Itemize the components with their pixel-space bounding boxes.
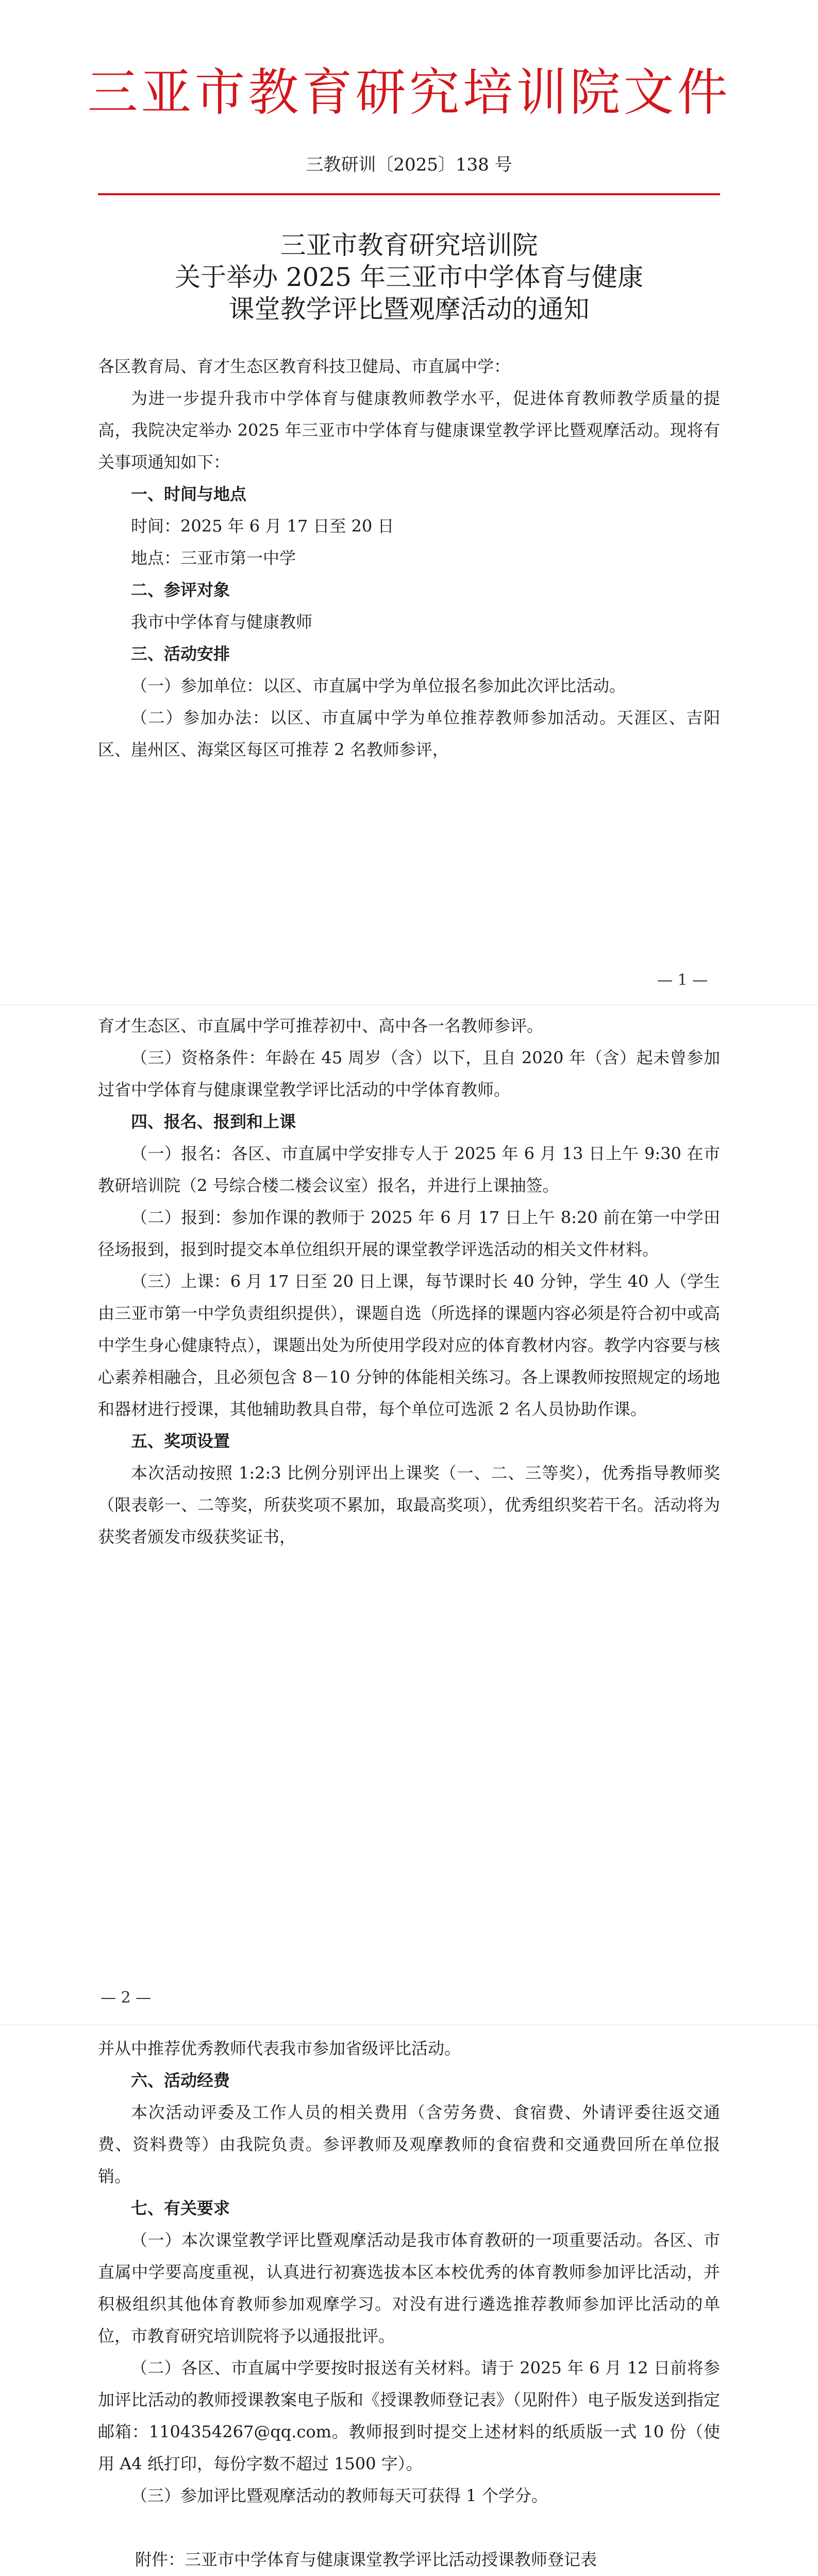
doc-header-title: 三亚市教育研究培训院文件 bbox=[87, 63, 731, 122]
section2-heading: 二、参评对象 bbox=[131, 580, 230, 600]
section1-time: 时间：2025 年 6 月 17 日至 20 日 bbox=[131, 516, 394, 536]
section5-heading: 五、奖项设置 bbox=[131, 1431, 230, 1451]
intro-paragraph: 为进一步提升我市中学体育与健康教师教学水平，促进体育教师教学质量的提高，我院决定举办 2025 年三亚市中学体育与健康课堂教学评比暨观摩活动。现将有关事项通知如下： bbox=[98, 388, 720, 472]
section3-para2: （二）参加办法：以区、市直属中学为单位推荐教师参加活动。天涯区、吉阳区、崖州区、海棠区每区可推荐 2 名教师参评， bbox=[98, 708, 720, 759]
attachment-line: 附件：三亚市中学体育与健康课堂教学评比活动授课教师登记表 bbox=[135, 2550, 597, 2569]
salutation: 各区教育局、育才生态区教育科技卫健局、市直属中学： bbox=[98, 357, 511, 376]
section1-heading: 一、时间与地点 bbox=[131, 484, 247, 504]
section4-heading: 四、报名、报到和上课 bbox=[131, 1112, 296, 1131]
section6-para1: 本次活动评委及工作人员的相关费用（含劳务费、食宿费、外请评委往返交通费、资料费等）由我院负责。参评教师及观摩教师的食宿费和交通费回所在单位报销。 bbox=[98, 2103, 720, 2186]
section3-para1: （一）参加单位：以区、市直属中学为单位报名参加此次评比活动。 bbox=[131, 676, 626, 696]
notice-title-line1: 三亚市教育研究培训院 bbox=[280, 230, 538, 260]
section7-para2: （二）各区、市直属中学要按时报送有关材料。请于 2025 年 6 月 12 日前将参加评比活动的教师授课教案电子版和《授课教师登记表》（见附件）电子版发送到指定邮箱：1104354267@qq.com。教师报到时提交上述材料的纸质版一式 10 份（使用 A4 纸打印，每份字数不超过 1500 字）。 bbox=[98, 2358, 720, 2473]
section3-para2-cont: 育才生态区、市直属中学可推荐初中、高中各一名教师参评。 bbox=[98, 1016, 544, 1036]
section2-text: 我市中学体育与健康教师 bbox=[131, 612, 313, 632]
section5-para1-cont: 并从中推荐优秀教师代表我市参加省级评比活动。 bbox=[98, 2039, 461, 2058]
section7-para1: （一）本次课堂教学评比暨观摩活动是我市体育教研的一项重要活动。各区、市直属中学要高度重视，认真进行初赛选拔本区本校优秀的体育教师参加评比活动，并积极组织其他体育教师参加观摩学习。对没有进行遴选推荐教师参加评比活动的单位，市教育研究培训院将予以通报批评。 bbox=[98, 2230, 720, 2346]
section6-heading: 六、活动经费 bbox=[131, 2071, 230, 2090]
section5-para1: 本次活动按照 1:2:3 比例分别评出上课奖（一、二、三等奖），优秀指导教师奖（限表彰一、二等奖，所获奖项不累加，取最高奖项），优秀组织奖若干名。活动将为获奖者颁发市级获奖证书， bbox=[98, 1463, 720, 1547]
notice-title-line2: 关于举办 2025 年三亚市中学体育与健康 bbox=[174, 262, 644, 292]
red-separator-line bbox=[98, 193, 720, 195]
section4-para3: （三）上课：6 月 17 日至 20 日上课，每节课时长 40 分钟，学生 40 人（学生由三亚市第一中学负责组织提供），课题自选（所选择的课题内容必须是符合初中或高中学生身心健康特点），课题出处为所使用学段对应的体育教材内容。教学内容要与核心素养相融合，且必须包含 8－10 分钟的体能相关练习。各上课教师按照规定的场地和器材进行授课，其他辅助教具自带，每个单位可选派 2 名人员协助作课。 bbox=[98, 1272, 720, 1419]
section4-para2: （二）报到：参加作课的教师于 2025 年 6 月 17 日上午 8:20 前在第一中学田径场报到，报到时提交本单位组织开展的课堂教学评选活动的相关文件材料。 bbox=[98, 1208, 720, 1259]
page-number-2: — 2 — bbox=[101, 1989, 152, 2007]
section4-para1: （一）报名：各区、市直属中学安排专人于 2025 年 6 月 13 日上午 9:30 在市教研培训院（2 号综合楼二楼会议室）报名，并进行上课抽签。 bbox=[98, 1144, 720, 1195]
section7-para3: （三）参加评比暨观摩活动的教师每天可获得 1 个学分。 bbox=[131, 2486, 548, 2505]
doc-number: 三教研训〔2025〕138 号 bbox=[306, 155, 512, 175]
section1-place: 地点：三亚市第一中学 bbox=[131, 548, 296, 568]
page3-body bbox=[98, 2032, 720, 2575]
page-number-1: — 1 — bbox=[657, 971, 708, 989]
page2-body bbox=[98, 1010, 720, 1553]
section7-heading: 七、有关要求 bbox=[131, 2198, 230, 2218]
page1-body bbox=[98, 350, 720, 766]
notice-title-line3: 课堂教学评比暨观摩活动的通知 bbox=[228, 294, 590, 324]
section3-para3: （三）资格条件：年龄在 45 周岁（含）以下，且自 2020 年（含）起未曾参加过省中学体育与健康课堂教学评比活动的中学体育教师。 bbox=[98, 1048, 720, 1099]
section3-heading: 三、活动安排 bbox=[131, 644, 230, 664]
